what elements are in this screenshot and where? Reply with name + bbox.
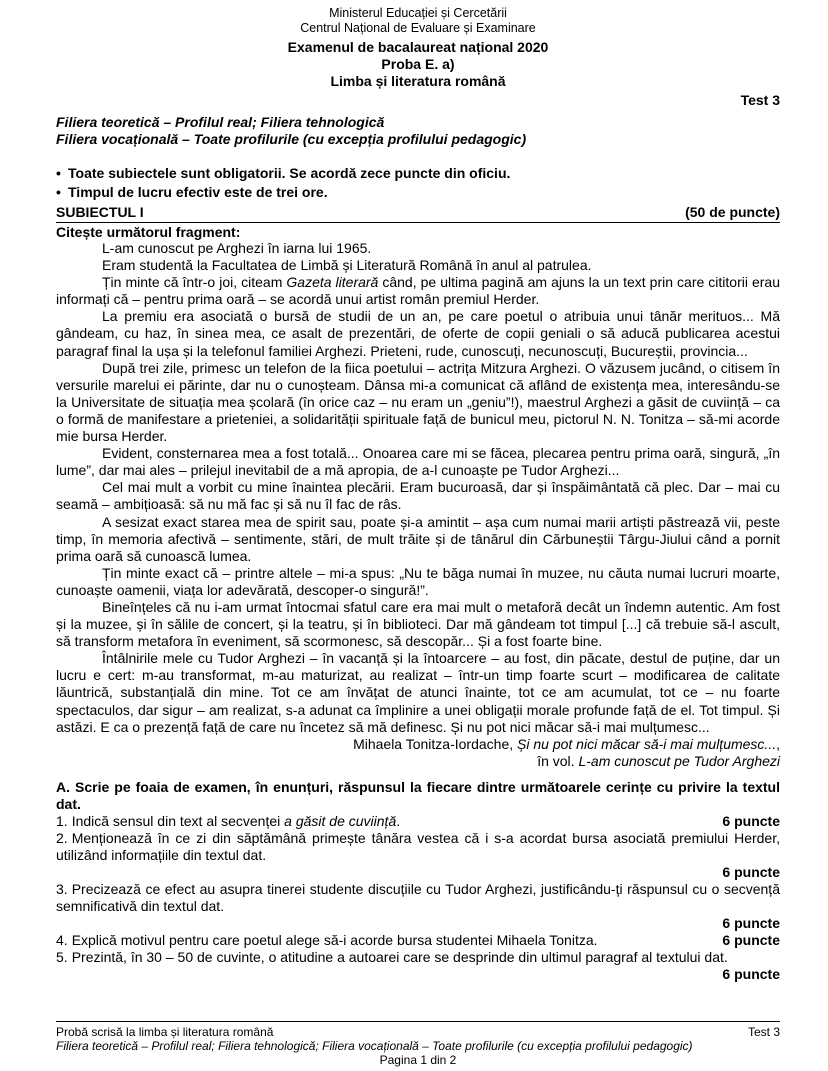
read-instruction: Citește următorul fragment: <box>56 224 241 240</box>
paragraph: L-am cunoscut pe Arghezi în iarna lui 1965. <box>102 240 372 256</box>
paragraph: Eram studentă la Facultatea de Limbă și Literatură Română în anul al patrulea. <box>102 257 592 274</box>
footer-row <box>56 1025 780 1039</box>
question-item: 6 puncte 1. Indică sensul din text al secvenței a găsit de cuviință. <box>56 812 780 829</box>
rule-item: • Timpul de lucru efectiv este de trei ore. <box>56 184 328 200</box>
paragraph: La premiu era asociată o bursă de studii de un an, pe care poetul o atribuia unui tânăr merituos... Mă gândeam, cu haz, în sinea mea, ce asalt de prezentări, de oferte de copii geniali o să aducă publicarea acestui paragraf final la ușa și la telefonul familiei Arghezi. Prieteni, rude, cunoscuți, necunoscuți, Bucureștii, provincia... <box>56 308 780 359</box>
center-name: Centrul Național de Evaluare și Examinare <box>300 21 536 35</box>
paragraph: Evident, consternarea mea a fost totală... Onoarea care mi se făcea, plecarea pentru prima oară, singură, „în lume”, dar mai ales – prilejul inevitabil de a mă apropia, de a-l cunoaște pe Tudor Arghezi... <box>56 445 780 479</box>
section-title: SUBIECTUL I <box>56 204 144 220</box>
page-footer <box>56 1021 780 1067</box>
question-item: 5. Prezintă, în 30 – 50 de cuvinte, o atitudine a autoarei care se desprinde din ultimul paragraf al textului dat. <box>56 948 728 965</box>
paragraph: După trei zile, primesc un telefon de la fiica poetului – actrița Mitzura Arghezi. O văzusem jucând, o citisem în versurile marelui ei părinte, dar nu o cunoșteam. Dânsa mi-a comunicat că aflând de existența mea, interesându-se la Universitate de situația mea școlară (în orice caz – nu eram un „geniu”!), maestrul Arghezi a găsit de cuviință – ca o formă de manifestare a prieteniei, a solidarității spirituale față de bunicul meu, pictorul N. N. Tonitza – să-mi acorde mie bursa Herder. <box>56 359 780 445</box>
proba-title: Proba E. a) <box>381 56 455 72</box>
question-item: 6 puncte 4. Explică motivul pentru care poetul alege să-i acorde bursa studentei Mihaela Tonitza. <box>56 931 780 948</box>
filiera-line-1: Filiera teoretică – Profilul real; Filiera tehnologică <box>56 114 385 130</box>
page-number: Pagina 1 din 2 <box>379 1053 457 1067</box>
bullet-icon: • <box>56 165 61 181</box>
rule-item: • Toate subiectele sunt obligatorii. Se acordă zece puncte din oficiu. <box>56 165 511 181</box>
question-item: 3. Precizează ce efect au asupra tinerei studente discuțiile cu Tudor Arghezi, justificându-ți răspunsul cu o secvență semnificativă din textul dat. <box>56 880 780 914</box>
task-a-instruction: A. Scrie pe foaia de examen, în enunțuri, răspunsul la fiecare dintre următoarele cerințe cu privire la textul dat. <box>56 778 780 812</box>
footer-filiera: Filiera teoretică – Profilul real; Filiera tehnologică; Filiera vocațională – Toate profilurile (cu excepția profilului pedagogic) <box>56 1039 693 1053</box>
test-label: Test 3 <box>740 92 780 108</box>
question-points: 6 puncte <box>722 931 780 948</box>
paragraph: Cel mai mult a vorbit cu mine înaintea plecării. Eram bucuroasă, dar și înspăimântată că plec. Dar – mai cu seamă – ambițioasă: să nu mă fac și să nu îl fac de râs. <box>56 479 780 513</box>
question-points: 6 puncte <box>722 863 780 880</box>
footer-test-label: Test 3 <box>747 1025 780 1039</box>
paragraph: A sesizat exact starea mea de spirit sau, poate și-a amintit – așa cum numai marii artiști păstrează vii, peste timp, în memoria afectivă – sentimente, stări, de mult trăite și de tânărul din Cărbuneștii Târgu-Jiului când a pornit prima oară să cunoască lumea. <box>56 513 780 564</box>
section-header <box>56 204 780 223</box>
text-fragment <box>56 240 780 736</box>
question-points: 6 puncte <box>722 965 780 982</box>
question-points: 6 puncte <box>722 812 780 829</box>
source-volume: în vol. L-am cunoscut pe Tudor Arghezi <box>537 752 780 769</box>
paragraph: Țin minte exact că – printre altele – mi-a spus: „Nu te băga numai în muzee, nu căuta numai lucruri moarte, cunoaște oamenii, viața lor adevărată, descoper-o singură!”. <box>56 564 780 598</box>
source-citation: Mihaela Tonitza-Iordache, Și nu pot nici măcar să-i mai mulțumesc..., <box>353 735 780 752</box>
footer-exam-name: Probă scrisă la limba și literatura română <box>56 1025 274 1039</box>
exam-page <box>56 6 780 983</box>
rules-list <box>56 164 780 202</box>
question-points: 6 puncte <box>722 914 780 931</box>
ministry-name: Ministerul Educației și Cercetării <box>329 6 507 20</box>
paragraph: Întâlnirile mele cu Tudor Arghezi – în vacanță și la întoarcere – au fost, din păcate, destul de puține, dar un lucru e cert: m-au transformat, m-au maturizat, au realizat – într-un timp foarte scurt – modificarea de calitate lăuntrică, substanțială din mine. Tot ce am învățat de atunci înainte, tot ce am acumulat, tot ce – nu foarte spectaculos, dar sigur – am realizat, s-a adunat ca împlinire a unei obligații morale profunde față de el. Tot timpul. Și astăzi. E ca o prezență față de care nu încetez să mă definesc. Și nu pot nici măcar să-i mai mulțumesc... <box>56 650 780 735</box>
question-item: 2. Menționează în ce zi din săptămână primește tânăra vestea că i s-a acordat bursa asociată premiului Herder, utilizând informațiile din textul dat. <box>56 829 780 863</box>
bullet-icon: • <box>56 184 61 200</box>
paragraph: Țin minte că într-o joi, citeam Gazeta literară când, pe ultima pagină am ajuns la un text prin care cititorii erau informați că – pentru prima oară – se acordă unui artist român premiul Herder. <box>56 274 780 308</box>
section-points: (50 de puncte) <box>685 204 780 220</box>
filiera-line-2: Filiera vocațională – Toate profilurile (cu excepția profilului pedagogic) <box>56 131 527 147</box>
publication-title: Gazeta literară <box>286 274 379 291</box>
exam-title: Examenul de bacalaureat național 2020 <box>287 39 549 55</box>
subject-title: Limba și literatura română <box>330 73 506 89</box>
paragraph: Bineînțeles că nu i-am urmat întocmai sfatul care era mai mult o metaforă decât un îndemn autentic. Am fost și la muzee, și în sălile de concert, și la teatru, și în biblioteci. Dar mă gândeam tot timpul [...] că trebuie să-l ascult, să transform metafora în eveniment, să scormonesc, să descopăr... Și a fost foarte bine. <box>56 598 780 650</box>
